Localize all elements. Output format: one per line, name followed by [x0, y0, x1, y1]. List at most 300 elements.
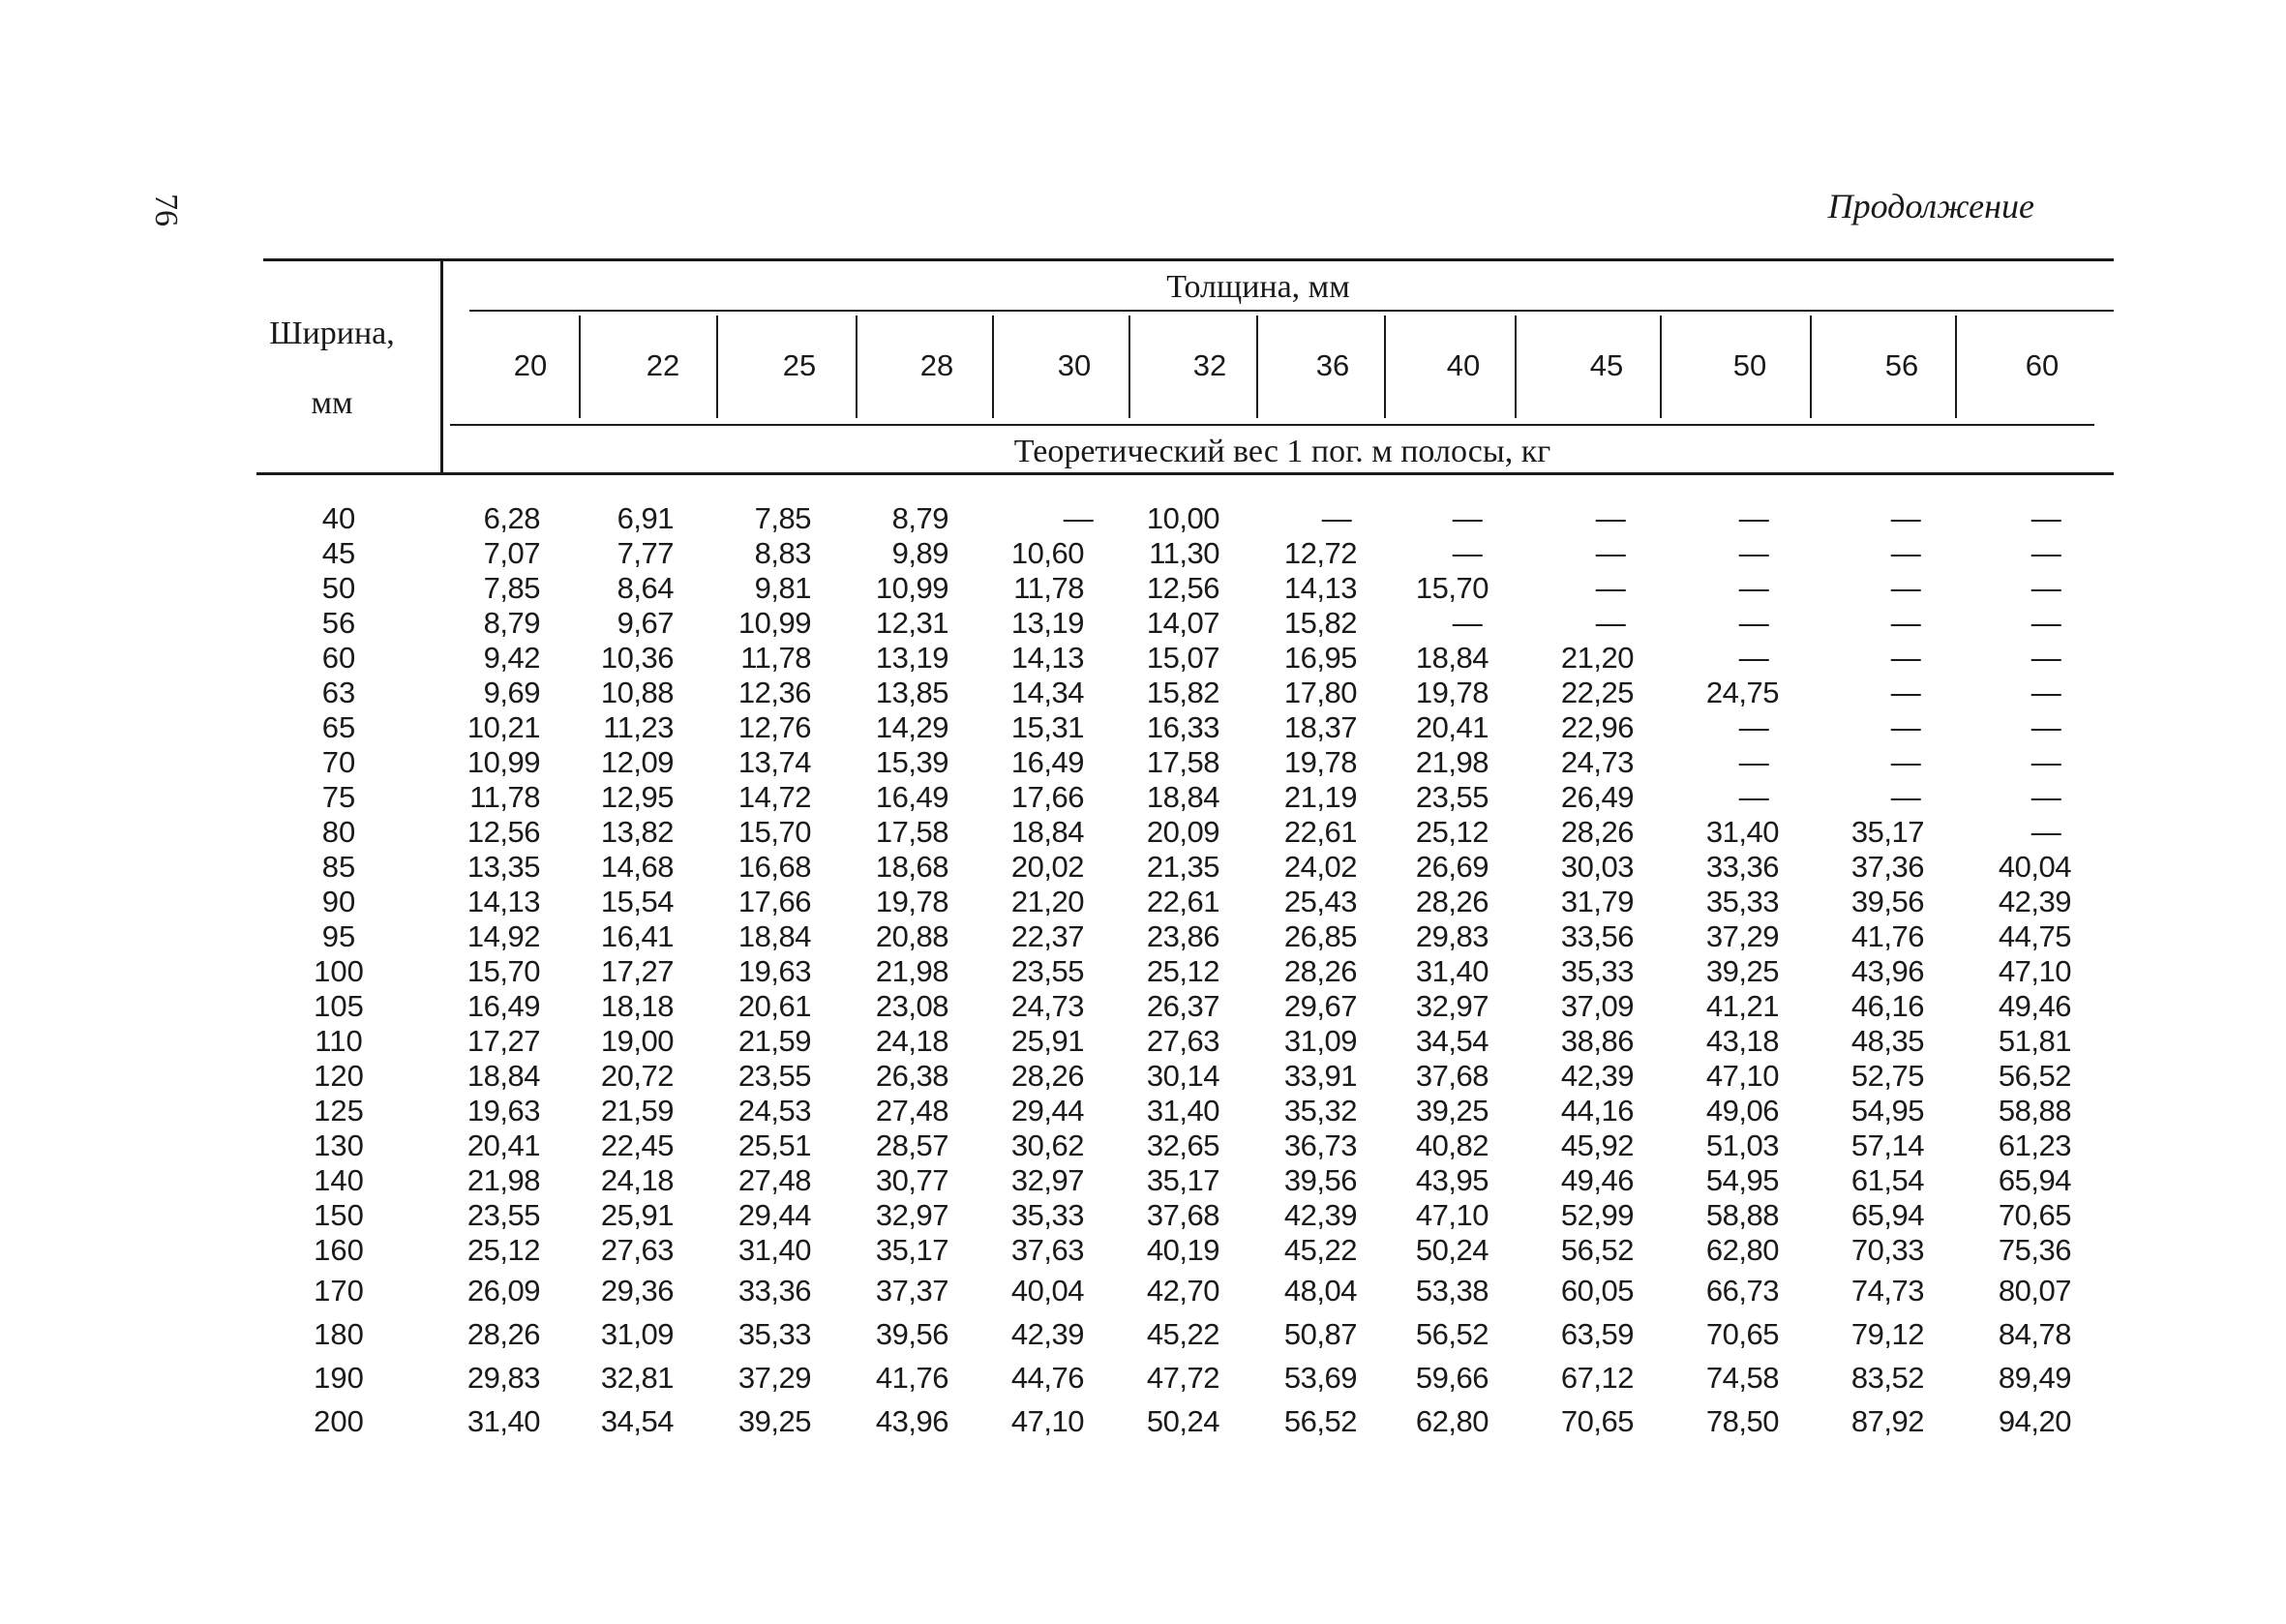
weight-cell: 14,13 — [466, 885, 540, 918]
weight-cell: 9,67 — [617, 606, 674, 640]
weight-cell: — — [1890, 571, 1921, 605]
weight-cell: — — [1890, 501, 1921, 535]
weight-cell: 10,36 — [600, 641, 674, 675]
column-divider — [856, 316, 857, 418]
weight-cell: 40,04 — [1010, 1274, 1084, 1308]
weight-cell: 39,25 — [1705, 954, 1779, 988]
weight-cell: 14,07 — [1146, 606, 1219, 640]
weight-cell: — — [1452, 536, 1483, 570]
weight-cell: 78,50 — [1705, 1404, 1779, 1438]
weight-cell: 43,18 — [1705, 1024, 1779, 1058]
weight-cell: — — [2030, 606, 2061, 640]
weight-cell: — — [1738, 501, 1769, 535]
weight-cell: 15,70 — [466, 954, 540, 988]
weight-cell: 38,86 — [1560, 1024, 1634, 1058]
width-cell: 65 — [321, 710, 356, 744]
weight-cell: 14,13 — [1010, 641, 1084, 675]
weight-cell: 45,22 — [1146, 1317, 1219, 1351]
weight-cell: 83,52 — [1850, 1361, 1924, 1395]
weight-cell: 43,96 — [875, 1404, 948, 1438]
weight-cell: 12,56 — [1146, 571, 1219, 605]
width-cell: 60 — [321, 641, 356, 675]
weight-cell: 87,92 — [1850, 1404, 1924, 1438]
weight-cell: 39,56 — [1283, 1163, 1357, 1197]
weight-cell: 12,09 — [600, 745, 674, 779]
weight-cell: 22,96 — [1560, 710, 1634, 744]
width-cell: 100 — [314, 954, 364, 988]
weight-cell: 50,24 — [1146, 1404, 1219, 1438]
weight-cell: 48,04 — [1283, 1274, 1357, 1308]
weight-cell: 50,87 — [1283, 1317, 1357, 1351]
weight-cell: 8,79 — [483, 606, 540, 640]
width-cell: 56 — [321, 606, 356, 640]
weight-cell: 15,07 — [1146, 641, 1219, 675]
width-cell: 180 — [314, 1317, 364, 1351]
weight-cell: 7,77 — [617, 536, 674, 570]
weight-cell: 11,30 — [1149, 536, 1219, 570]
page-number: 76 — [148, 194, 184, 226]
header-vertical-divider — [440, 261, 443, 472]
weight-cell: 43,96 — [1850, 954, 1924, 988]
width-header-line1: Ширина, — [269, 316, 395, 351]
weight-cell: 21,98 — [466, 1163, 540, 1197]
weight-cell: 29,44 — [1010, 1094, 1084, 1128]
weight-cell: — — [1063, 501, 1094, 535]
width-cell: 120 — [314, 1059, 364, 1093]
weight-cell: 54,95 — [1850, 1094, 1924, 1128]
weight-cell: 8,79 — [891, 501, 948, 535]
weight-cell: 20,41 — [466, 1128, 540, 1162]
width-cell: 45 — [321, 536, 356, 570]
weight-cell: — — [1738, 606, 1769, 640]
weight-cell: 34,54 — [600, 1404, 674, 1438]
weight-cell: 12,31 — [875, 606, 948, 640]
weight-cell: 18,68 — [875, 850, 948, 884]
weight-cell: 49,06 — [1705, 1094, 1779, 1128]
weight-cell: 21,59 — [737, 1024, 811, 1058]
weight-cell: — — [1890, 641, 1921, 675]
weight-cell: 26,69 — [1415, 850, 1489, 884]
weight-cell: 70,33 — [1850, 1233, 1924, 1267]
weight-cell: 37,63 — [1010, 1233, 1084, 1267]
weight-cell: 37,09 — [1560, 989, 1634, 1023]
width-cell: 80 — [321, 815, 356, 849]
weight-cell: 17,27 — [600, 954, 674, 988]
weight-cell: 25,12 — [1415, 815, 1489, 849]
weight-cell: 37,68 — [1415, 1059, 1489, 1093]
weight-cell: 21,20 — [1010, 885, 1084, 918]
weight-cell: 39,25 — [1415, 1094, 1489, 1128]
weight-cell: 7,07 — [483, 536, 540, 570]
weight-cell: 11,78 — [469, 780, 540, 814]
weight-cell: 30,77 — [875, 1163, 948, 1197]
weight-cell: 22,61 — [1146, 885, 1219, 918]
weight-cell: 31,40 — [737, 1233, 811, 1267]
weight-cell: 35,32 — [1283, 1094, 1357, 1128]
weight-cell: — — [1738, 536, 1769, 570]
weight-cell: 14,13 — [1283, 571, 1357, 605]
weight-cell: — — [2030, 501, 2061, 535]
weight-cell: 17,66 — [737, 885, 811, 918]
weight-cell: 32,81 — [600, 1361, 674, 1395]
weight-cell: 45,92 — [1560, 1128, 1634, 1162]
weight-cell: 50,24 — [1415, 1233, 1489, 1267]
weight-cell: 9,69 — [483, 676, 540, 709]
weight-cell: 32,97 — [875, 1198, 948, 1232]
weight-cell: 44,76 — [1010, 1361, 1084, 1395]
thickness-column-header: 32 — [1192, 348, 1227, 382]
weight-cell: 66,73 — [1705, 1274, 1779, 1308]
weight-cell: 56,52 — [1560, 1233, 1634, 1267]
weight-cell: — — [2030, 676, 2061, 709]
weight-cell: 26,85 — [1283, 919, 1357, 953]
column-divider — [1384, 316, 1386, 418]
weight-cell: 28,26 — [1283, 954, 1357, 988]
weight-cell: 13,74 — [737, 745, 811, 779]
weight-cell: 23,55 — [466, 1198, 540, 1232]
weight-cell: 22,45 — [600, 1128, 674, 1162]
weight-cell: 26,49 — [1560, 780, 1634, 814]
weight-cell: 40,04 — [1998, 850, 2071, 884]
weight-cell: 32,97 — [1415, 989, 1489, 1023]
weight-cell: 13,82 — [600, 815, 674, 849]
weight-cell: 21,20 — [1560, 641, 1634, 675]
weight-cell: 42,39 — [1010, 1317, 1084, 1351]
weight-cell: 61,54 — [1850, 1163, 1924, 1197]
weight-cell: 15,54 — [600, 885, 674, 918]
weight-cell: 33,56 — [1560, 919, 1634, 953]
weight-cell: 65,94 — [1998, 1163, 2071, 1197]
weight-cell: 18,18 — [600, 989, 674, 1023]
weight-cell: — — [1738, 710, 1769, 744]
thickness-column-header: 56 — [1884, 348, 1919, 382]
weight-cell: — — [1738, 571, 1769, 605]
weight-cell: 16,49 — [466, 989, 540, 1023]
column-divider — [1660, 316, 1662, 418]
weight-cell: 30,14 — [1146, 1059, 1219, 1093]
weight-cell: 70,65 — [1560, 1404, 1634, 1438]
width-cell: 125 — [314, 1094, 364, 1128]
weight-cell: 10,21 — [466, 710, 540, 744]
weight-cell: 8,83 — [754, 536, 811, 570]
weight-cell: 23,08 — [875, 989, 948, 1023]
weight-cell: 7,85 — [754, 501, 811, 535]
weight-cell: 29,83 — [1415, 919, 1489, 953]
weight-cell: 56,52 — [1283, 1404, 1357, 1438]
weight-cell: 16,49 — [1010, 745, 1084, 779]
weight-cell: 25,43 — [1283, 885, 1357, 918]
width-cell: 40 — [321, 501, 356, 535]
weight-cell: 13,35 — [466, 850, 540, 884]
weight-cell: 18,84 — [1415, 641, 1489, 675]
weight-cell: 22,25 — [1560, 676, 1634, 709]
thickness-column-header: 45 — [1589, 348, 1624, 382]
weight-cell: 29,67 — [1283, 989, 1357, 1023]
weight-cell: 24,73 — [1560, 745, 1634, 779]
weight-cell: 70,65 — [1705, 1317, 1779, 1351]
weight-cell: 27,48 — [875, 1094, 948, 1128]
weight-cell: 8,64 — [617, 571, 674, 605]
weight-cell: 58,88 — [1998, 1094, 2071, 1128]
weight-cell: 25,91 — [1010, 1024, 1084, 1058]
weight-cell: 44,75 — [1998, 919, 2071, 953]
weight-cell: — — [1890, 745, 1921, 779]
weight-cell: 18,37 — [1283, 710, 1357, 744]
weight-cell: 10,99 — [875, 571, 948, 605]
weight-cell: 24,53 — [737, 1094, 811, 1128]
weight-cell: 37,37 — [875, 1274, 948, 1308]
weight-cell: — — [1738, 780, 1769, 814]
weight-cell: 26,09 — [466, 1274, 540, 1308]
thickness-column-header: 50 — [1732, 348, 1767, 382]
weight-cell: 25,12 — [466, 1233, 540, 1267]
weight-cell: 26,37 — [1146, 989, 1219, 1023]
weight-cell: 11,78 — [1013, 571, 1084, 605]
weight-cell: 13,19 — [875, 641, 948, 675]
weight-cell: 35,17 — [1850, 815, 1924, 849]
weight-header: Теоретический вес 1 пог. м полосы, кг — [1013, 434, 1551, 469]
column-numbers-under-rule — [450, 424, 2094, 426]
weight-cell: 19,78 — [1283, 745, 1357, 779]
width-cell: 140 — [314, 1163, 364, 1197]
weight-cell: 24,18 — [875, 1024, 948, 1058]
weight-cell: 47,10 — [1998, 954, 2071, 988]
column-divider — [992, 316, 994, 418]
weight-cell: 13,85 — [875, 676, 948, 709]
width-cell: 63 — [321, 676, 356, 709]
weight-cell: 56,52 — [1415, 1317, 1489, 1351]
weight-cell: 74,73 — [1850, 1274, 1924, 1308]
weight-cell: 31,40 — [1705, 815, 1779, 849]
weight-cell: 39,25 — [737, 1404, 811, 1438]
weight-cell: 10,99 — [737, 606, 811, 640]
thickness-under-rule — [469, 310, 2114, 312]
weight-cell: 28,26 — [1560, 815, 1634, 849]
weight-cell: 84,78 — [1998, 1317, 2071, 1351]
thickness-column-header: 36 — [1315, 348, 1350, 382]
weight-cell: 16,49 — [875, 780, 948, 814]
weight-cell: — — [2030, 571, 2061, 605]
weight-cell: 75,36 — [1998, 1233, 2071, 1267]
weight-cell: 20,09 — [1146, 815, 1219, 849]
weight-cell: 30,62 — [1010, 1128, 1084, 1162]
weight-cell: 31,79 — [1560, 885, 1634, 918]
column-divider — [1515, 316, 1517, 418]
weight-cell: 70,65 — [1998, 1198, 2071, 1232]
width-cell: 150 — [314, 1198, 364, 1232]
weight-cell: 28,26 — [466, 1317, 540, 1351]
weight-cell: 40,82 — [1415, 1128, 1489, 1162]
weight-cell: 19,78 — [1415, 676, 1489, 709]
weight-cell: 94,20 — [1998, 1404, 2071, 1438]
width-cell: 75 — [321, 780, 356, 814]
thickness-column-header: 22 — [646, 348, 680, 382]
weight-cell: 31,09 — [1283, 1024, 1357, 1058]
weight-cell: 18,84 — [737, 919, 811, 953]
weight-cell: 9,81 — [754, 571, 811, 605]
weight-cell: 37,29 — [1705, 919, 1779, 953]
weight-cell: 16,95 — [1283, 641, 1357, 675]
weight-cell: 62,80 — [1415, 1404, 1489, 1438]
weight-cell: 9,89 — [891, 536, 948, 570]
weight-cell: 35,17 — [875, 1233, 948, 1267]
weight-cell: 16,33 — [1146, 710, 1219, 744]
weight-cell: 37,36 — [1850, 850, 1924, 884]
weight-cell: 51,03 — [1705, 1128, 1779, 1162]
weight-cell: 13,19 — [1010, 606, 1084, 640]
width-cell: 170 — [314, 1274, 364, 1308]
weight-cell: 26,38 — [875, 1059, 948, 1093]
weight-cell: — — [2030, 536, 2061, 570]
weight-cell: 6,91 — [617, 501, 674, 535]
weight-cell: 29,36 — [600, 1274, 674, 1308]
weight-cell: 23,55 — [1010, 954, 1084, 988]
weight-cell: 33,36 — [1705, 850, 1779, 884]
weight-cell: 39,56 — [875, 1317, 948, 1351]
weight-cell: 42,39 — [1283, 1198, 1357, 1232]
weight-cell: 14,72 — [737, 780, 811, 814]
weight-cell: 18,84 — [1010, 815, 1084, 849]
column-divider — [1955, 316, 1957, 418]
weight-cell: 44,16 — [1560, 1094, 1634, 1128]
weight-cell: 25,12 — [1146, 954, 1219, 988]
weight-cell: 52,99 — [1560, 1198, 1634, 1232]
thickness-header: Толщина, мм — [1166, 269, 1350, 305]
weight-cell: 35,33 — [1705, 885, 1779, 918]
weight-cell: 19,00 — [600, 1024, 674, 1058]
thickness-column-header: 30 — [1057, 348, 1092, 382]
weight-cell: — — [1595, 501, 1626, 535]
width-cell: 105 — [314, 989, 364, 1023]
weight-cell: 67,12 — [1560, 1361, 1634, 1395]
weight-cell: 21,35 — [1146, 850, 1219, 884]
weight-cell: — — [2030, 815, 2061, 849]
weight-cell: 24,75 — [1705, 676, 1779, 709]
weight-cell: 46,16 — [1850, 989, 1924, 1023]
weight-cell: 21,19 — [1283, 780, 1357, 814]
weight-cell: 19,63 — [737, 954, 811, 988]
weight-cell: — — [2030, 745, 2061, 779]
header-bottom-rule — [256, 472, 2114, 475]
weight-cell: 14,92 — [466, 919, 540, 953]
weight-cell: 19,63 — [466, 1094, 540, 1128]
thickness-column-header: 40 — [1446, 348, 1481, 382]
weight-cell: 14,68 — [600, 850, 674, 884]
weight-cell: 28,26 — [1010, 1059, 1084, 1093]
weight-cell: 35,33 — [737, 1317, 811, 1351]
weight-cell: 20,02 — [1010, 850, 1084, 884]
weight-cell: 33,36 — [737, 1274, 811, 1308]
width-cell: 70 — [321, 745, 356, 779]
thickness-column-header: 20 — [513, 348, 548, 382]
weight-cell: 24,73 — [1010, 989, 1084, 1023]
weight-cell: 31,09 — [600, 1317, 674, 1351]
weight-cell: 12,76 — [737, 710, 811, 744]
weight-cell: — — [1890, 710, 1921, 744]
weight-cell: 58,88 — [1705, 1198, 1779, 1232]
weight-cell: 21,59 — [600, 1094, 674, 1128]
weight-cell: 40,19 — [1146, 1233, 1219, 1267]
weight-cell: 37,29 — [737, 1361, 811, 1395]
width-cell: 95 — [321, 919, 356, 953]
weight-cell: 89,49 — [1998, 1361, 2071, 1395]
thickness-column-header: 60 — [2025, 348, 2060, 382]
weight-cell: 47,10 — [1415, 1198, 1489, 1232]
weight-cell: 79,12 — [1850, 1317, 1924, 1351]
weight-cell: 56,52 — [1998, 1059, 2071, 1093]
weight-cell: 11,78 — [740, 641, 811, 675]
weight-cell: 15,70 — [1415, 571, 1489, 605]
weight-cell: 9,42 — [483, 641, 540, 675]
weight-cell: — — [1595, 606, 1626, 640]
weight-cell: 31,40 — [466, 1404, 540, 1438]
weight-cell: — — [1890, 676, 1921, 709]
weight-cell: — — [1452, 501, 1483, 535]
weight-cell: 49,46 — [1998, 989, 2071, 1023]
width-cell: 50 — [321, 571, 356, 605]
weight-cell: 47,10 — [1010, 1404, 1084, 1438]
weight-cell: 74,58 — [1705, 1361, 1779, 1395]
weight-cell: 32,97 — [1010, 1163, 1084, 1197]
weight-cell: 19,78 — [875, 885, 948, 918]
weight-cell: 65,94 — [1850, 1198, 1924, 1232]
weight-cell: 21,98 — [1415, 745, 1489, 779]
weight-cell: 23,86 — [1146, 919, 1219, 953]
weight-cell: 30,03 — [1560, 850, 1634, 884]
weight-cell: 22,61 — [1283, 815, 1357, 849]
weight-cell: 80,07 — [1998, 1274, 2071, 1308]
column-divider — [1256, 316, 1258, 418]
weight-cell: 10,88 — [600, 676, 674, 709]
weight-cell: 6,28 — [483, 501, 540, 535]
width-cell: 110 — [315, 1024, 363, 1058]
weight-cell: 17,27 — [466, 1024, 540, 1058]
weight-cell: 23,55 — [1415, 780, 1489, 814]
weight-cell: 10,60 — [1010, 536, 1084, 570]
weight-cell: 22,37 — [1010, 919, 1084, 953]
weight-cell: — — [1321, 501, 1352, 535]
weight-cell: 48,35 — [1850, 1024, 1924, 1058]
weight-cell: 53,38 — [1415, 1274, 1489, 1308]
thickness-column-header: 25 — [782, 348, 817, 382]
weight-cell: 15,39 — [875, 745, 948, 779]
weight-cell: 63,59 — [1560, 1317, 1634, 1351]
weight-cell: 29,44 — [737, 1198, 811, 1232]
weight-cell: 53,69 — [1283, 1361, 1357, 1395]
weight-cell: 31,40 — [1146, 1094, 1219, 1128]
weight-cell: 47,72 — [1146, 1361, 1219, 1395]
weight-cell: 28,57 — [875, 1128, 948, 1162]
weight-cell: 29,83 — [466, 1361, 540, 1395]
weight-cell: 12,95 — [600, 780, 674, 814]
weight-cell: 62,80 — [1705, 1233, 1779, 1267]
column-divider — [579, 316, 581, 418]
weight-cell: 23,55 — [737, 1059, 811, 1093]
weight-cell: 24,18 — [600, 1163, 674, 1197]
weight-cell: 20,41 — [1415, 710, 1489, 744]
weight-cell: 17,58 — [1146, 745, 1219, 779]
weight-cell: 41,76 — [875, 1361, 948, 1395]
weight-cell: 12,72 — [1283, 536, 1357, 570]
width-cell: 200 — [314, 1404, 364, 1438]
weight-cell: 42,70 — [1146, 1274, 1219, 1308]
weight-cell: 17,66 — [1010, 780, 1084, 814]
weight-cell: 20,72 — [600, 1059, 674, 1093]
weight-cell: 31,40 — [1415, 954, 1489, 988]
weight-cell: 16,68 — [737, 850, 811, 884]
weight-cell: — — [1738, 745, 1769, 779]
weight-cell: 41,21 — [1705, 989, 1779, 1023]
